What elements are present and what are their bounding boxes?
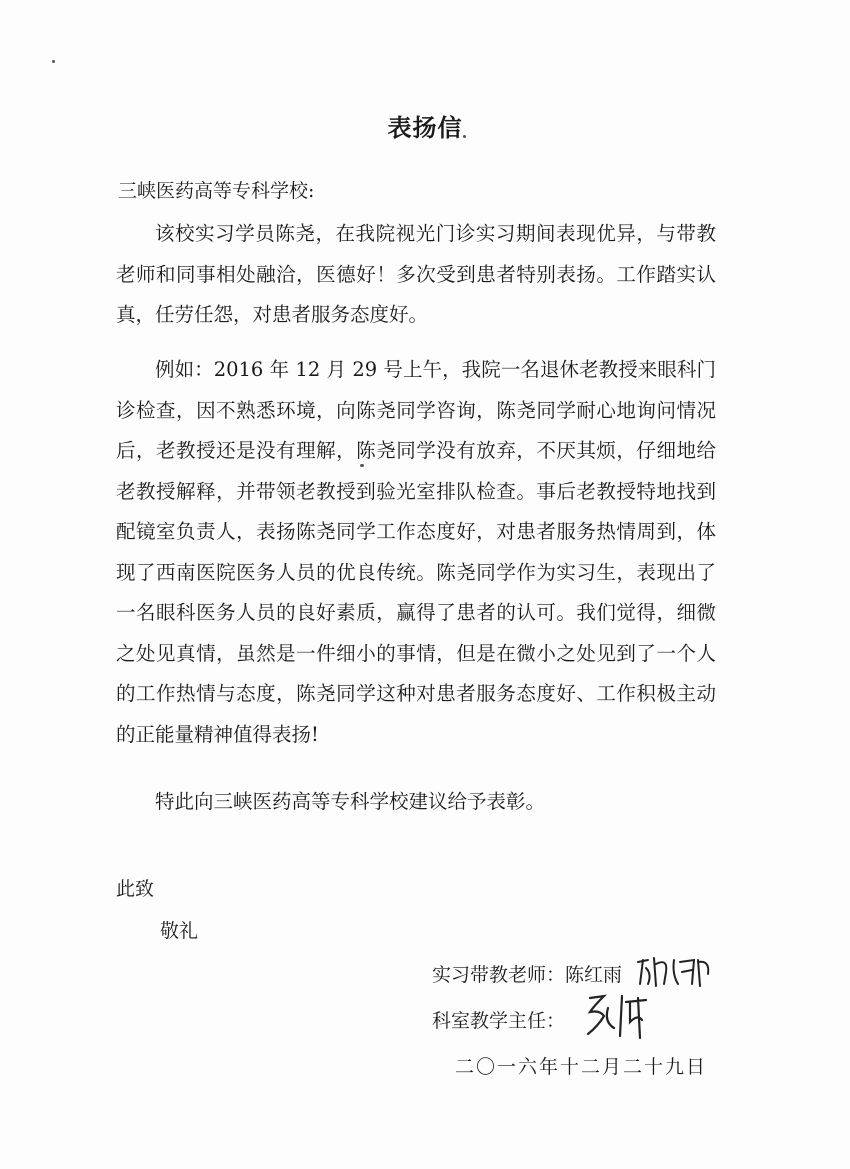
salutation: 三峡医药高等专科学校: <box>118 180 315 202</box>
director-line: 科室教学主任： <box>432 1010 566 1032</box>
closing-cizhi: 此致 <box>116 878 155 900</box>
director-handwritten-signature <box>580 992 660 1040</box>
teacher-line: 实习带教老师：陈红雨 <box>432 964 623 986</box>
closing-jingli: 敬礼 <box>160 920 199 942</box>
teacher-handwritten-signature <box>634 954 714 990</box>
letter-date: 二〇一六年十二月二十九日 <box>455 1056 708 1078</box>
paragraph-1: 该校实习学员陈尧，在我院视光门诊实习期间表现优异，与带教老师和同事相处融洽，医德好！多次受到患者特别表扬。工作踏实认真，任劳任怨，对患者服务态度好。 <box>116 222 716 326</box>
scan-speck <box>52 60 55 63</box>
paragraph-3: 特此向三峡医药高等专科学校建议给予表彰。 <box>155 790 546 813</box>
letter-title: 表扬信 <box>387 113 463 142</box>
paragraph-2: 例如：2016 年 12 月 29 号上午，我院一名退休老教授来眼科门诊检查，因不熟悉环境，向陈尧同学咨询，陈尧同学耐心地询问情况后，老教授还是没有理解，陈尧同学没有放弃，不厌其烦，仔细地给老教授解释，并带领老教授到验光室排队检查。事后老教授特地找到配镜室负责人，表扬陈尧同学工作态度好，对患者服务热情周到，体现了西南医院医务人员的优良传统。陈尧同学作为实习生，表现出了一名眼科医务人员的良好素质，赢得了患者的认可。我们觉得，细微之处见真情，虽然是一件细小的事情，但是在微小之处见到了一个人的工作热情与态度，陈尧同学这种对患者服务态度好、工作积极主动的正能量精神值得表扬! <box>116 358 716 746</box>
